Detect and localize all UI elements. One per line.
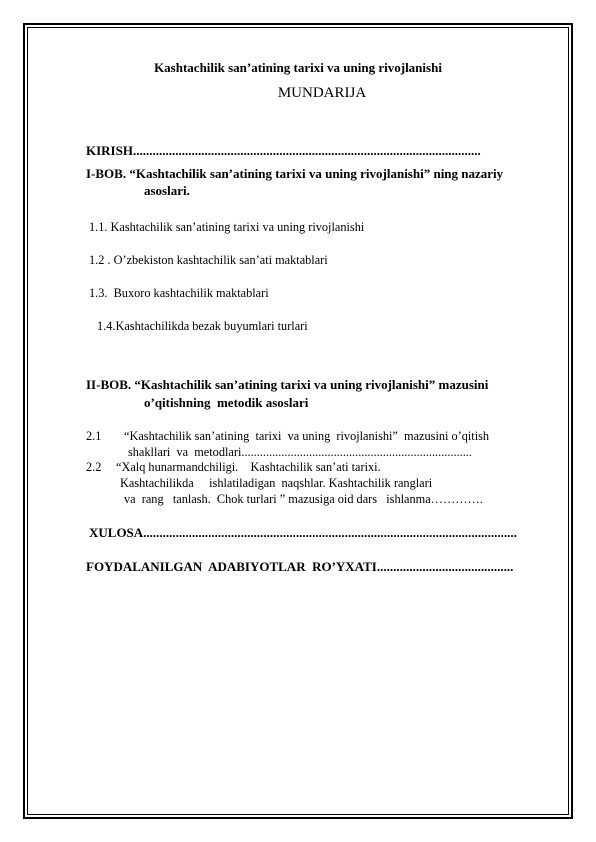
chapter2-item2-line2: Kashtachilikda ishlatiladigan naqshlar. Kashtachilik ranglari [120,476,433,490]
toc-references: FOYDALANILGAN ADABIYOTLAR RO’YXATI.......................................... [86,559,514,574]
chapter1-title-line1: I-BOB. “Kashtachilik san’atining tarixi va uning rivojlanishi” ning nazariy [86,166,504,181]
chapter1-title-line2: asoslari. [144,183,190,198]
document-title: Kashtachilik san’atining tarixi va uning rivojlanishi [154,60,442,75]
chapter1-item: 1.1. Kashtachilik san’atining tarixi va uning rivojlanishi [89,220,365,234]
toc-intro: KIRISH........................................................................................................... [86,143,481,158]
chapter2-title-line1: II-BOB. “Kashtachilik san’atining tarixi va uning rivojlanishi” mazusini [86,377,489,392]
chapter2-item2-line1: “Xalq hunarmandchiligi. Kashtachilik san’ati tarixi. [116,460,381,474]
toc-conclusion: XULOSA................................................................................................................... [89,525,517,540]
chapter1-item: 1.3. Buxoro kashtachilik maktablari [89,286,269,300]
chapter2-item1-line1: “Kashtachilik san’atining tarixi va uning rivojlanishi” mazusini o’qitish [124,429,490,443]
chapter2-item1-number: 2.1 [86,429,102,443]
chapter2-title-line2: o’qitishning metodik asoslari [144,395,309,410]
chapter1-item: 1.2 . O’zbekiston kashtachilik san’ati maktablari [89,253,328,267]
chapter1-item: 1.4.Kashtachilikda bezak buyumlari turlari [97,319,308,333]
chapter2-item2-line3: va rang tanlash. Chok turlari ” mazusiga oid dars ishlanma…………. [124,492,483,506]
chapter2-item1-line2: shakllari va metodlari........................................................................... [128,445,472,459]
chapter2-item2-number: 2.2 [86,460,102,474]
toc-heading: MUNDARIJA [277,85,367,101]
